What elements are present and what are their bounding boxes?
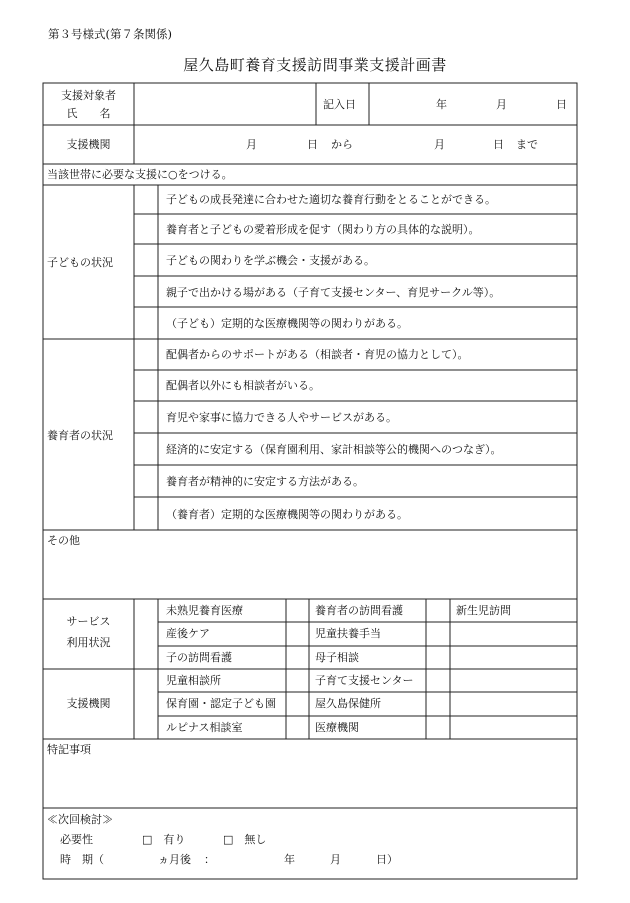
caregiver-item: 配偶者からのサポートがある（相談者・育児の協力として）。 bbox=[166, 348, 469, 361]
period-from-month: 月 bbox=[246, 138, 257, 151]
period-to: まで bbox=[516, 138, 538, 151]
service-label-line1: サービス bbox=[66, 615, 111, 628]
entry-month-label: 月 bbox=[496, 98, 507, 111]
necessity-no-checkbox[interactable]: □ 無し bbox=[223, 833, 267, 846]
timing-label: 時 期（ bbox=[60, 853, 104, 866]
subject-label-line1: 支援対象者 bbox=[61, 89, 116, 102]
form-number: 第３号様式(第７条関係) bbox=[48, 27, 172, 41]
caregiver-item: 経済的に安定する（保育園利用、家計相談等公的機関へのつなぎ）。 bbox=[166, 443, 502, 456]
entry-date-label: 記入日 bbox=[323, 98, 356, 111]
agency-item: 医療機関 bbox=[315, 721, 359, 734]
next-review-heading: ≪次回検討≫ bbox=[47, 813, 113, 826]
agency-item: 屋久島保健所 bbox=[315, 697, 381, 710]
months-after-label: ヵ月後 bbox=[158, 853, 191, 866]
period-from: から bbox=[331, 138, 353, 151]
service-item: 産後ケア bbox=[166, 627, 210, 640]
period-to-day: 日 bbox=[493, 138, 504, 151]
period-from-day: 日 bbox=[307, 138, 318, 151]
entry-year-label: 年 bbox=[436, 98, 447, 111]
agency-label: 支援機関 bbox=[66, 697, 111, 710]
service-item: 新生児訪問 bbox=[456, 604, 511, 617]
caregiver-item: 配偶者以外にも相談者がいる。 bbox=[166, 379, 320, 392]
timing-month: 月 bbox=[330, 853, 341, 866]
caregiver-item: 育児や家事に協力できる人やサービスがある。 bbox=[166, 411, 397, 424]
child-item: 親子で出かける場がある（子育て支援センター、育児サークル等）。 bbox=[166, 286, 501, 299]
period-to-month: 月 bbox=[434, 138, 445, 151]
timing-day: 日） bbox=[376, 853, 398, 866]
timing-colon: ： bbox=[204, 853, 215, 866]
service-item: 子の訪問看護 bbox=[166, 651, 232, 664]
child-item: 子どもの成長発達に合わせた適切な養育行動をとることができる。 bbox=[166, 193, 496, 206]
timing-year: 年 bbox=[284, 853, 295, 866]
agency-item: 子育て支援センター bbox=[315, 674, 414, 687]
caregiver-item: （養育者）定期的な医療機関等の関わりがある。 bbox=[166, 508, 408, 521]
instruction-text: 当該世帯に必要な支援に○をつける。 bbox=[47, 168, 233, 181]
subject-label-line2: 氏 名 bbox=[66, 107, 111, 120]
child-item: 養育者と子どもの愛着形成を促す（関わり方の具体的な説明）。 bbox=[166, 223, 480, 236]
caregiver-item: 養育者が精神的に安定する方法がある。 bbox=[166, 475, 364, 488]
entry-day-label: 日 bbox=[556, 98, 567, 111]
child-section-label: 子どもの状況 bbox=[47, 256, 113, 269]
agency-item: 保育園・認定子ども園 bbox=[166, 697, 276, 710]
agency-item: 児童相談所 bbox=[166, 674, 221, 687]
necessity-label: 必要性 bbox=[60, 833, 93, 846]
page-title: 屋久島町養育支援訪問事業支援計画書 bbox=[183, 56, 447, 74]
agency-item: ルピナス相談室 bbox=[166, 721, 243, 734]
other-label: その他 bbox=[47, 534, 80, 547]
necessity-yes-checkbox[interactable]: □ 有り bbox=[142, 833, 186, 846]
child-item: 子どもの関わりを学ぶ機会・支援がある。 bbox=[166, 254, 375, 267]
service-item: 養育者の訪問看護 bbox=[315, 604, 403, 617]
child-check-cell[interactable] bbox=[134, 194, 158, 206]
period-label: 支援機関 bbox=[66, 138, 111, 151]
service-item: 未熟児養育医療 bbox=[166, 604, 243, 617]
child-item: （子ども）定期的な医療機関等の関わりがある。 bbox=[166, 317, 408, 330]
caregiver-section-label: 養育者の状況 bbox=[47, 429, 113, 442]
notes-label: 特記事項 bbox=[47, 743, 91, 756]
service-item: 児童扶養手当 bbox=[315, 627, 381, 640]
service-item: 母子相談 bbox=[315, 651, 359, 664]
service-label-line2: 利用状況 bbox=[66, 636, 111, 649]
